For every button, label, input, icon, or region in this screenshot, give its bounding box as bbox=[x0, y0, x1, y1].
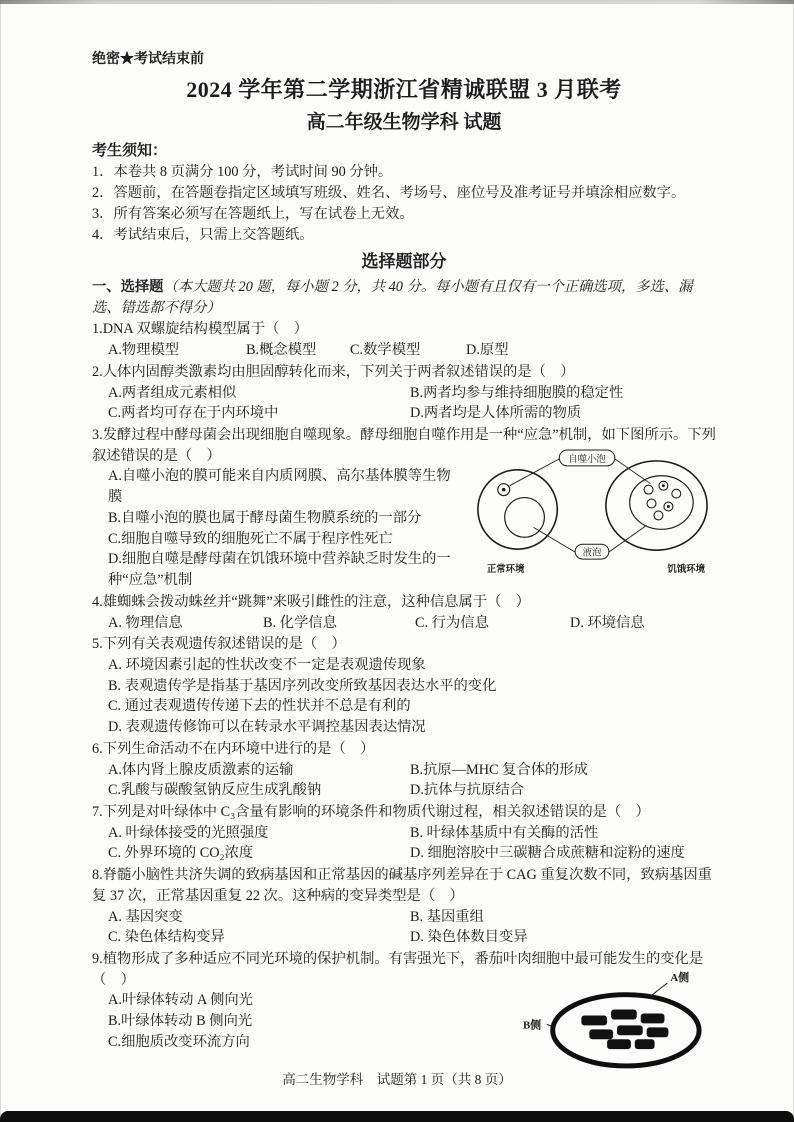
question-1 bbox=[92, 319, 716, 360]
question-9 bbox=[92, 949, 716, 1071]
vesicle-core bbox=[502, 488, 506, 492]
question-stem: 7.下列是对叶绿体中 C₃含量有影响的环境条件和物质代谢过程，相关叙述错误的是（ ） bbox=[92, 803, 650, 820]
vesicle-core bbox=[662, 485, 665, 488]
option-c: C.两者均可存在于内环境中 bbox=[108, 405, 279, 422]
label-side-a: A侧 bbox=[670, 972, 690, 985]
option-d: D. 染色体数目变异 bbox=[410, 929, 528, 946]
option-c: C.乳酸与碳酸氢钠反应生成乳酸钠 bbox=[108, 782, 322, 799]
option-b: B. 化学信息 bbox=[263, 614, 337, 631]
question-stem: 6.下列生命活动不在内环境中进行的是（ ） bbox=[92, 740, 375, 757]
starved-cell-vacuole bbox=[630, 476, 693, 530]
section-title: 选择题部分 bbox=[361, 252, 447, 272]
option-d: D.两者均是人体所需的物质 bbox=[410, 405, 582, 422]
option-d: D. 环境信息 bbox=[570, 614, 645, 631]
chloroplast bbox=[607, 1040, 631, 1050]
leaf-cell-figure-svg bbox=[522, 968, 710, 1071]
autophagy-figure-svg bbox=[466, 446, 716, 575]
option-b: B.自噬小泡的膜也属于酵母菌生物膜系统的一部分 bbox=[108, 509, 422, 526]
option-a: A. 叶绿体接受的光照强度 bbox=[108, 824, 269, 841]
leaf-cell-figure bbox=[522, 968, 710, 1071]
notice-item-2: 2．答题前，在答题卷指定区域填写班级、姓名、考场号、座位号及准考证号并填涂相应数字。 bbox=[92, 185, 686, 202]
option-b: B.叶绿体转动 B 侧向光 bbox=[108, 1013, 253, 1030]
option-a: A.两者组成元素相似 bbox=[108, 384, 237, 401]
option-c: C.细胞自噬导致的细胞死亡不属于程序性死亡 bbox=[108, 530, 393, 547]
label-normal-env: 正常环境 bbox=[486, 565, 525, 576]
question-stem: 4.雄蜘蛛会拨动蛛丝并“跳舞”来吸引雌性的注意，这种信息属于（ ） bbox=[92, 593, 531, 610]
option-a: A. 物理信息 bbox=[108, 614, 183, 631]
options-grid bbox=[92, 907, 716, 948]
notice-item-4: 4．考试结束后，只需上交答题纸。 bbox=[92, 226, 314, 243]
option-c: C. 外界环境的 CO₂浓度 bbox=[108, 845, 254, 862]
option-a: A.叶绿体转动 A 侧向光 bbox=[108, 992, 253, 1009]
exam-content bbox=[92, 50, 716, 1072]
exam-title: 2024 学年第二学期浙江省精诚联盟 3 月联考 bbox=[186, 77, 622, 103]
question-stem: 9.植物形成了多种适应不同光环境的保护机制。有害强光下，番茄叶肉细胞中最可能发生的变化是（ ） bbox=[92, 951, 704, 988]
candidate-notice bbox=[92, 141, 716, 246]
option-c: C. 染色体结构变异 bbox=[108, 929, 225, 946]
option-d: D.细胞自噬是酵母菌在饥饿环境中营养缺乏时发生的一种“应急”机制 bbox=[108, 551, 451, 589]
option-b: B.概念模型 bbox=[246, 342, 317, 359]
label-side-b: B侧 bbox=[523, 1019, 542, 1032]
notice-item-1: 1．本卷共 8 页满分 100 分，考试时间 90 分钟。 bbox=[92, 164, 393, 181]
label-line bbox=[510, 459, 560, 486]
secrecy-label: 绝密★考试结束前 bbox=[92, 52, 204, 67]
options-grid bbox=[92, 760, 716, 801]
notice-item-3: 3．所有答案必须写在答题纸上，写在试卷上无效。 bbox=[92, 205, 414, 222]
vesicle-dot bbox=[647, 500, 656, 509]
page-footer: 高二生物学科 试题第 1 页（共 8 页） bbox=[282, 1072, 512, 1087]
chloroplast bbox=[635, 1040, 655, 1050]
label-vacuole: 液泡 bbox=[582, 549, 602, 560]
question-stem: 5.下列有关表观遗传叙述错误的是（ ） bbox=[92, 636, 346, 653]
option-d: D. 细胞溶胶中三碳糖合成蔗糖和淀粉的速度 bbox=[410, 845, 685, 862]
vesicle-dot bbox=[654, 511, 663, 520]
chloroplast bbox=[641, 1014, 665, 1024]
option-c: C. 行为信息 bbox=[415, 614, 489, 631]
scan-edge-top bbox=[0, 0, 794, 4]
chloroplast bbox=[617, 1026, 643, 1036]
vesicle-core bbox=[667, 505, 670, 508]
option-a: A.自噬小泡的膜可能来自内质网膜、高尔基体膜等生物膜 bbox=[108, 468, 451, 506]
option-a: A.物理模型 bbox=[108, 342, 180, 359]
option-a: A. 基因突变 bbox=[108, 908, 183, 925]
option-a: A. 环境因素引起的性状改变不一定是表观遗传现象 bbox=[108, 656, 426, 673]
options-list bbox=[92, 655, 716, 738]
options-grid bbox=[92, 383, 716, 424]
autophagy-figure bbox=[466, 446, 716, 575]
label-line bbox=[533, 528, 575, 553]
option-b: B. 表观遗传学是指基于基因序列改变所致基因表达水平的变化 bbox=[108, 677, 497, 694]
option-b: B.两者均参与维持细胞膜的稳定性 bbox=[410, 384, 624, 401]
scan-edge-bottom bbox=[0, 1111, 794, 1122]
question-3 bbox=[92, 425, 716, 591]
question-7 bbox=[92, 802, 716, 864]
option-d: D.抗体与抗原结合 bbox=[410, 782, 524, 799]
question-stem: 1.DNA 双螺旋结构模型属于（ ） bbox=[92, 321, 309, 338]
vesicle-dot bbox=[672, 490, 681, 499]
section-intro bbox=[92, 277, 716, 318]
label-starved-env: 饥饿环境 bbox=[667, 565, 706, 576]
label-autophagy-vesicle: 自噬小泡 bbox=[568, 455, 606, 466]
question-stem: 3.发酵过程中酵母菌会出现细胞自噬现象。酵母细胞自噬作用是一种“应急”机制，如下图所示。下列叙述错误的是（ ） bbox=[92, 427, 716, 464]
option-b: B.抗原—MHC 复合体的形成 bbox=[410, 761, 588, 778]
option-b: B. 基因重组 bbox=[410, 908, 484, 925]
vesicle-dot bbox=[644, 486, 653, 495]
chloroplast bbox=[581, 1016, 607, 1026]
chloroplasts bbox=[581, 1010, 668, 1050]
question-5 bbox=[92, 634, 716, 738]
question-stem: 8.脊髓小脑性共济失调的致病基因和正常基因的碱基序列差异在于 CAG 重复次数不同，致病基因重复 37 次，正常基因重复 22 次。这种病的变异类型是（ ） bbox=[92, 867, 712, 904]
question-8 bbox=[92, 865, 716, 948]
option-d: D. 表观遗传修饰可以在转录水平调控基因表达情况 bbox=[108, 719, 426, 736]
question-4 bbox=[92, 592, 716, 633]
chloroplast bbox=[611, 1010, 637, 1020]
option-c: C.数学模型 bbox=[350, 342, 421, 359]
starved-cell bbox=[606, 461, 707, 550]
options-row bbox=[92, 613, 716, 634]
chloroplast bbox=[589, 1030, 613, 1040]
label-line bbox=[649, 983, 668, 998]
section-intro-label: 一、选择题 bbox=[92, 279, 164, 295]
notice-heading: 考生须知： bbox=[92, 142, 168, 159]
options-row bbox=[92, 340, 716, 361]
option-c: C.细胞质改变环流方向 bbox=[108, 1033, 250, 1050]
options-grid bbox=[92, 823, 716, 864]
option-c: C. 通过表观遗传传递下去的性状并不总是有利的 bbox=[108, 698, 411, 715]
option-b: B. 叶绿体基质中有关酶的活性 bbox=[410, 824, 599, 841]
question-2 bbox=[92, 362, 716, 424]
normal-cell-vacuole bbox=[505, 498, 545, 538]
question-6 bbox=[92, 739, 716, 801]
question-stem: 2.人体内固醇类激素均由胆固醇转化而来，下列关于两者叙述错误的是（ ） bbox=[92, 363, 575, 380]
option-d: D.原型 bbox=[466, 342, 509, 359]
chloroplast bbox=[647, 1028, 669, 1038]
exam-subtitle: 高二年级生物学科 试题 bbox=[306, 112, 502, 134]
option-a: A.体内肾上腺皮质激素的运输 bbox=[108, 761, 294, 778]
section-intro-body: （本大题共 20 题，每小题 2 分，共 40 分。每小题有且仅有一个正确选项，多选、漏选、错选都不得分） bbox=[92, 279, 693, 316]
